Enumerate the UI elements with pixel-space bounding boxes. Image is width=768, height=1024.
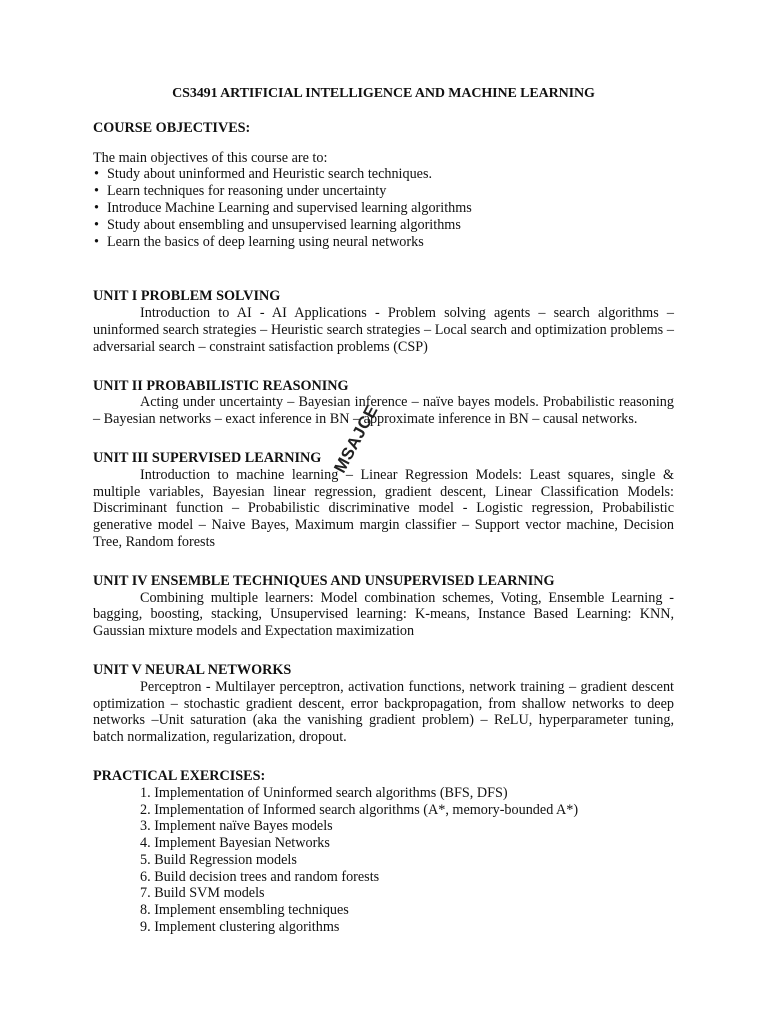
unit-heading: UNIT I PROBLEM SOLVING [93, 288, 281, 305]
exercise-item: 3. Implement naïve Bayes models [140, 818, 333, 835]
unit-section [93, 378, 674, 428]
objectives-heading: COURSE OBJECTIVES: [93, 119, 251, 136]
bullet-icon: • [94, 216, 99, 233]
bullet-icon: • [94, 166, 99, 183]
exercise-list [93, 785, 674, 936]
unit-section [93, 662, 674, 746]
exercise-item: 2. Implementation of Informed search algorithms (A*, memory-bounded A*) [140, 801, 579, 818]
unit-body: Acting under uncertainty – Bayesian inference – naïve bayes models. Probabilistic reasoning – Bayesian networks – exact inference in BN – approximate inference in BN – causal networks. [93, 394, 674, 428]
exercise-item: 6. Build decision trees and random forests [140, 868, 380, 885]
objectives-list [93, 166, 674, 250]
unit-body: Introduction to machine learning – Linear Regression Models: Least squares, single & multiple variables, Bayesian linear regression, gradient descent, Linear Classification Models: Discriminant function – Probabilistic discriminative model - Logistic regression, Probabilistic generative model – Naive Bayes, Maximum margin classifier – Support vector machine, Decision Tree, Random forests [93, 466, 674, 550]
objective-item [93, 217, 674, 234]
objective-item [93, 234, 674, 251]
objective-text: Study about ensembling and unsupervised learning algorithms [107, 216, 461, 233]
unit-heading: UNIT III SUPERVISED LEARNING [93, 449, 322, 466]
bullet-icon: • [94, 199, 99, 216]
unit-body: Introduction to AI - AI Applications - Problem solving agents – search algorithms – uninformed search strategies – Heuristic search strategies – Local search and optimization problems – adversarial search – constraint satisfaction problems (CSP) [93, 305, 674, 355]
exercise-item: 1. Implementation of Uninformed search algorithms (BFS, DFS) [140, 784, 508, 801]
bullet-icon: • [94, 233, 99, 250]
objective-item [93, 183, 674, 200]
objective-item [93, 166, 674, 183]
document-title: CS3491 ARTIFICIAL INTELLIGENCE AND MACHINE LEARNING [172, 86, 595, 101]
unit-section [93, 288, 674, 355]
bullet-icon: • [94, 183, 99, 200]
unit-body: Combining multiple learners: Model combination schemes, Voting, Ensemble Learning - bagging, boosting, stacking, Unsupervised learning: K-means, Instance Based Learning: KNN, Gaussian mixture models and Expectation maximization [93, 589, 674, 640]
objective-text: Learn the basics of deep learning using neural networks [107, 233, 424, 250]
unit-section [93, 450, 674, 551]
objective-item [93, 200, 674, 217]
exercise-item: 8. Implement ensembling techniques [140, 902, 349, 919]
objective-text: Study about uninformed and Heuristic search techniques. [107, 166, 433, 183]
course-objectives-section [93, 120, 674, 251]
exercise-item: 4. Implement Bayesian Networks [140, 835, 330, 852]
objective-text: Introduce Machine Learning and supervised learning algorithms [107, 199, 472, 216]
unit-body: Perceptron - Multilayer perceptron, activation functions, network training – gradient descent optimization – stochastic gradient descent, error backpropagation, from shallow networks to deep networks –Unit saturation (aka the vanishing gradient problem) – ReLU, hyperparameter tuning, batch normalization, regularization, dropout. [93, 678, 674, 746]
watermark-stamp: MSAJCE [330, 401, 382, 476]
unit-section [93, 573, 674, 640]
unit-heading: UNIT II PROBABILISTIC REASONING [93, 377, 349, 394]
objective-text: Learn techniques for reasoning under uncertainty [107, 183, 387, 200]
exercise-item: 5. Build Regression models [140, 851, 297, 868]
practical-section [93, 768, 674, 936]
document-page [93, 86, 674, 936]
unit-heading: UNIT IV ENSEMBLE TECHNIQUES AND UNSUPERVISED LEARNING [93, 572, 555, 589]
exercise-item: 7. Build SVM models [140, 885, 265, 902]
exercise-item: 9. Implement clustering algorithms [140, 919, 340, 936]
objectives-intro: The main objectives of this course are to: [93, 149, 328, 166]
unit-heading: UNIT V NEURAL NETWORKS [93, 661, 292, 678]
practical-heading: PRACTICAL EXERCISES: [93, 767, 266, 784]
